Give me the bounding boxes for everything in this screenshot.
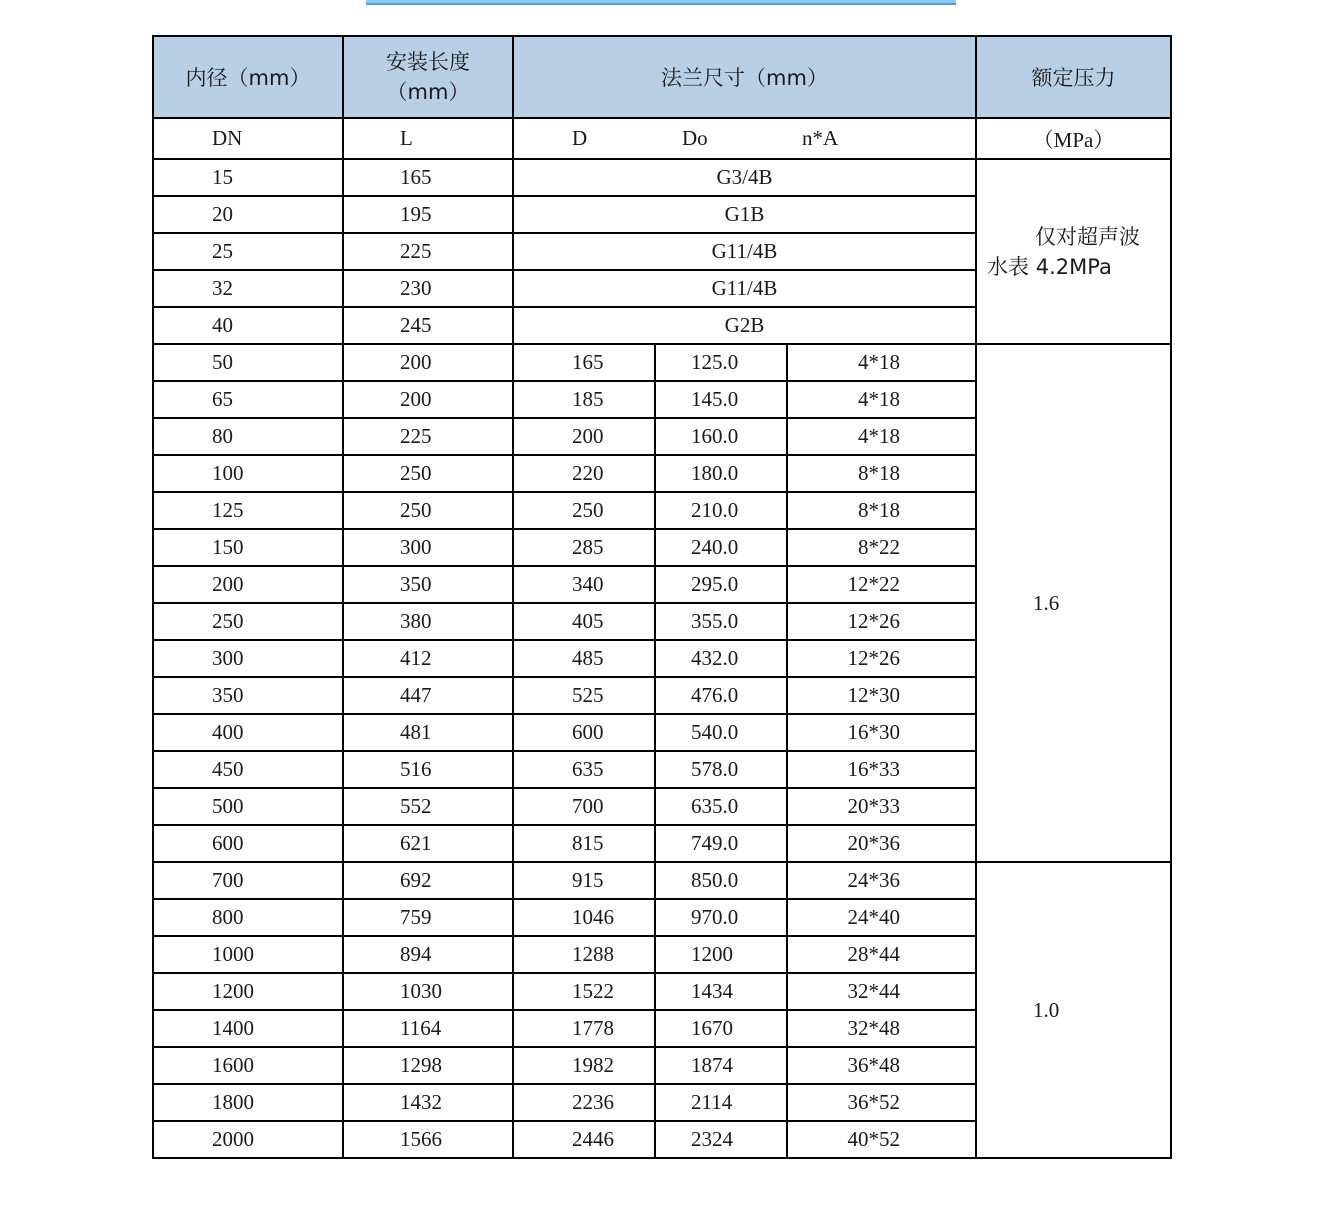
cell-do: 635.0 [655, 788, 787, 825]
subheader-row [153, 118, 1171, 159]
header-install-length-line2: （mm） [386, 80, 470, 104]
cell-d: 165 [513, 344, 655, 381]
cell-na: 4*18 [787, 381, 976, 418]
cell-do: 1670 [655, 1010, 787, 1047]
header-inner-diameter: 内径（mm） [153, 36, 343, 118]
cell-l: 894 [343, 936, 513, 973]
cell-do: 970.0 [655, 899, 787, 936]
cell-l: 250 [343, 492, 513, 529]
cell-d: 340 [513, 566, 655, 603]
cell-na: 12*22 [787, 566, 976, 603]
pressure-note-line1: 仅对超声波 [1035, 224, 1141, 249]
cell-l: 1432 [343, 1084, 513, 1121]
cell-d: 1522 [513, 973, 655, 1010]
cell-d: 2236 [513, 1084, 655, 1121]
cell-dn: 1000 [153, 936, 343, 973]
cell-dn: 100 [153, 455, 343, 492]
cell-do: 432.0 [655, 640, 787, 677]
cell-na: 40*52 [787, 1121, 976, 1158]
cell-l: 225 [343, 418, 513, 455]
cell-l: 1566 [343, 1121, 513, 1158]
cell-na: 28*44 [787, 936, 976, 973]
top-accent-bar [366, 0, 956, 5]
cell-l: 692 [343, 862, 513, 899]
cell-dn: 500 [153, 788, 343, 825]
cell-na: 12*30 [787, 677, 976, 714]
cell-d: 525 [513, 677, 655, 714]
cell-na: 12*26 [787, 603, 976, 640]
cell-l: 380 [343, 603, 513, 640]
cell-d: 485 [513, 640, 655, 677]
cell-l: 195 [343, 196, 513, 233]
cell-l: 200 [343, 381, 513, 418]
cell-na: 8*22 [787, 529, 976, 566]
cell-l: 1164 [343, 1010, 513, 1047]
cell-l: 552 [343, 788, 513, 825]
cell-d: 700 [513, 788, 655, 825]
cell-d: 635 [513, 751, 655, 788]
cell-l: 447 [343, 677, 513, 714]
cell-do: 578.0 [655, 751, 787, 788]
cell-na: 4*18 [787, 418, 976, 455]
cell-na: 24*40 [787, 899, 976, 936]
cell-na: 4*18 [787, 344, 976, 381]
cell-do: 240.0 [655, 529, 787, 566]
cell-do: 355.0 [655, 603, 787, 640]
cell-na: 8*18 [787, 492, 976, 529]
cell-do: 2114 [655, 1084, 787, 1121]
cell-pressure-pressure_10: 1.0 [976, 862, 1171, 1158]
cell-l: 759 [343, 899, 513, 936]
cell-dn: 50 [153, 344, 343, 381]
cell-pressure-threaded [976, 159, 1171, 344]
cell-dn: 65 [153, 381, 343, 418]
subheader-mpa: （MPa） [976, 118, 1171, 159]
cell-l: 245 [343, 307, 513, 344]
cell-dn: 400 [153, 714, 343, 751]
cell-dn: 250 [153, 603, 343, 640]
cell-dn: 15 [153, 159, 343, 196]
cell-d: 200 [513, 418, 655, 455]
cell-do: 295.0 [655, 566, 787, 603]
cell-l: 165 [343, 159, 513, 196]
pressure-note-line2: 水表 4.2MPa [987, 254, 1112, 279]
cell-do: 2324 [655, 1121, 787, 1158]
cell-thread: G1B [513, 196, 976, 233]
subheader-l: L [343, 118, 513, 159]
cell-na: 8*18 [787, 455, 976, 492]
cell-d: 185 [513, 381, 655, 418]
cell-d: 220 [513, 455, 655, 492]
cell-d: 405 [513, 603, 655, 640]
cell-na: 20*33 [787, 788, 976, 825]
cell-thread: G11/4B [513, 270, 976, 307]
cell-dn: 600 [153, 825, 343, 862]
cell-d: 600 [513, 714, 655, 751]
header-rated-pressure: 额定压力 [976, 36, 1171, 118]
header-flange-size: 法兰尺寸（mm） [513, 36, 976, 118]
subheader-na: n*A [802, 126, 839, 150]
cell-dn: 125 [153, 492, 343, 529]
cell-d: 1288 [513, 936, 655, 973]
cell-dn: 1600 [153, 1047, 343, 1084]
cell-do: 1434 [655, 973, 787, 1010]
cell-do: 160.0 [655, 418, 787, 455]
cell-na: 36*48 [787, 1047, 976, 1084]
cell-dn: 25 [153, 233, 343, 270]
cell-dn: 800 [153, 899, 343, 936]
cell-l: 200 [343, 344, 513, 381]
cell-d: 285 [513, 529, 655, 566]
cell-dn: 40 [153, 307, 343, 344]
cell-l: 1298 [343, 1047, 513, 1084]
cell-d: 1982 [513, 1047, 655, 1084]
cell-na: 32*44 [787, 973, 976, 1010]
table-row [153, 159, 1171, 196]
cell-dn: 700 [153, 862, 343, 899]
cell-dn: 1800 [153, 1084, 343, 1121]
cell-do: 180.0 [655, 455, 787, 492]
cell-thread: G2B [513, 307, 976, 344]
cell-l: 350 [343, 566, 513, 603]
cell-dn: 1200 [153, 973, 343, 1010]
cell-l: 250 [343, 455, 513, 492]
cell-dn: 350 [153, 677, 343, 714]
cell-do: 749.0 [655, 825, 787, 862]
specification-table [152, 35, 1172, 1159]
cell-d: 1046 [513, 899, 655, 936]
cell-do: 210.0 [655, 492, 787, 529]
cell-l: 230 [343, 270, 513, 307]
header-row [153, 36, 1171, 118]
subheader-do: Do [682, 126, 708, 150]
cell-dn: 2000 [153, 1121, 343, 1158]
cell-na: 32*48 [787, 1010, 976, 1047]
cell-do: 145.0 [655, 381, 787, 418]
cell-d: 2446 [513, 1121, 655, 1158]
cell-l: 621 [343, 825, 513, 862]
subheader-d: D [572, 126, 588, 150]
cell-na: 16*33 [787, 751, 976, 788]
cell-dn: 300 [153, 640, 343, 677]
cell-l: 300 [343, 529, 513, 566]
cell-do: 1874 [655, 1047, 787, 1084]
cell-na: 12*26 [787, 640, 976, 677]
cell-dn: 20 [153, 196, 343, 233]
cell-d: 250 [513, 492, 655, 529]
cell-do: 1200 [655, 936, 787, 973]
cell-dn: 450 [153, 751, 343, 788]
cell-d: 815 [513, 825, 655, 862]
header-install-length-line1: 安装长度 [386, 50, 470, 74]
cell-d: 915 [513, 862, 655, 899]
cell-do: 476.0 [655, 677, 787, 714]
cell-dn: 32 [153, 270, 343, 307]
subheader-flange [513, 118, 976, 159]
cell-na: 36*52 [787, 1084, 976, 1121]
cell-l: 516 [343, 751, 513, 788]
cell-do: 850.0 [655, 862, 787, 899]
cell-dn: 80 [153, 418, 343, 455]
cell-do: 125.0 [655, 344, 787, 381]
header-install-length [343, 36, 513, 118]
cell-thread: G11/4B [513, 233, 976, 270]
cell-l: 225 [343, 233, 513, 270]
cell-pressure-pressure_16: 1.6 [976, 344, 1171, 862]
cell-dn: 150 [153, 529, 343, 566]
cell-dn: 1400 [153, 1010, 343, 1047]
cell-thread: G3/4B [513, 159, 976, 196]
subheader-dn: DN [153, 118, 343, 159]
cell-do: 540.0 [655, 714, 787, 751]
cell-dn: 200 [153, 566, 343, 603]
table-row [153, 862, 1171, 899]
cell-l: 412 [343, 640, 513, 677]
cell-l: 1030 [343, 973, 513, 1010]
table-row [153, 344, 1171, 381]
cell-na: 16*30 [787, 714, 976, 751]
cell-na: 24*36 [787, 862, 976, 899]
cell-l: 481 [343, 714, 513, 751]
cell-na: 20*36 [787, 825, 976, 862]
cell-d: 1778 [513, 1010, 655, 1047]
